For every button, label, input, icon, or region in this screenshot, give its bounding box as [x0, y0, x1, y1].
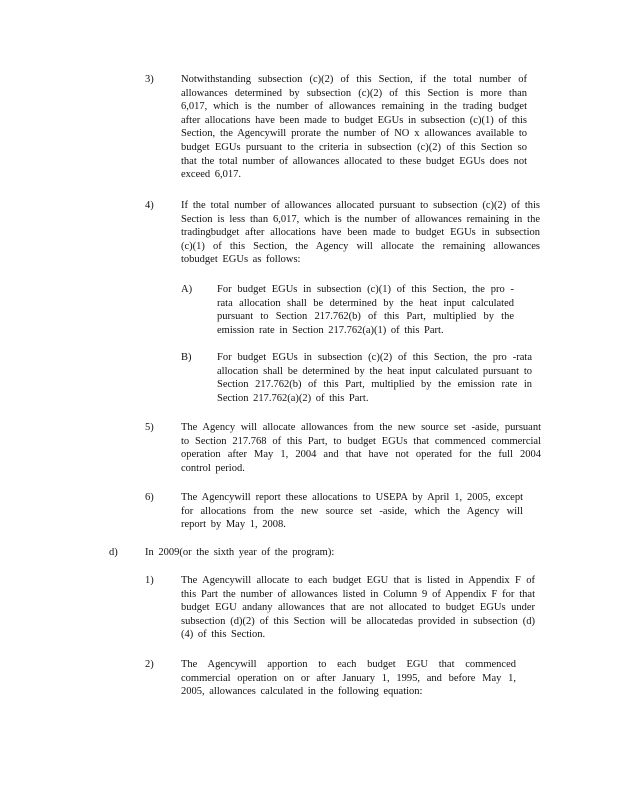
section-heading-d — [109, 546, 549, 562]
paragraph-item-d1 — [145, 574, 545, 646]
paragraph-text: Notwithstanding subsection (c)(2) of this Section, if the total number of allowances determined by subsection (c)(2) of this Section is more than 6,017, which is the number of allowances remaining in the trading budget after allocations have been made to budget EGUs in subsection (c)(1) of this Section, the Agencywill prorate the number of NO x allowances available to budget EGUs pursuant to the criteria in subsection (c)(2) of this Section so that the total number of allowances allocated to these budget EGUs does not exceed 6,017. — [181, 74, 527, 181]
paragraph-item-a — [181, 283, 541, 343]
item-marker: 3) — [145, 74, 154, 85]
paragraph-text: For budget EGUs in subsection (c)(2) of this Section, the pro -rata allocation shall be determined by the heat input calculated pursuant to Section 217.762(b) of this Part, multiplied by the emission rate in Section 217.762(a)(2) of this Part. — [217, 352, 532, 404]
item-marker: 1) — [145, 575, 154, 586]
paragraph-text: For budget EGUs in subsection (c)(1) of this Section, the pro -rata allocation shall be determined by the heat input calculated pursuant to Section 217.762(b) of this Part, multiplied by the emission rate in Section 217.762(a)(1) of this Part. — [217, 284, 514, 336]
paragraph-item-6 — [145, 491, 545, 537]
paragraph-text: The Agencywill allocate to each budget EGU that is listed in Appendix F of this Part the number of allowances listed in Column 9 of Appendix F for that budget EGU andany allowances that are not allocated to budget EGUs under subsection (d)(2) of this Section will be allocatedas provided in subsection (d)(4) of this Section. — [181, 575, 535, 641]
paragraph-text: In 2009(or the sixth year of the program): — [145, 547, 335, 558]
paragraph-item-d2 — [145, 658, 545, 704]
item-marker: 4) — [145, 200, 154, 211]
paragraph-text: The Agencywill report these allocations to USEPA by April 1, 2005, except for allocations from the new source set -aside, which the Agency will report by May 1, 2008. — [181, 492, 523, 531]
paragraph-text: If the total number of allowances allocated pursuant to subsection (c)(2) of this Section is less than 6,017, which is the number of allowances remaining in the tradingbudget after allocations have been made to budget EGUs in subsection (c)(1) of this Section, the Agency will allocate the remaining allowances tobudget EGUs as follows: — [181, 200, 540, 266]
item-marker: A) — [181, 284, 193, 295]
item-marker: 6) — [145, 492, 154, 503]
paragraph-item-4 — [145, 199, 545, 271]
item-marker: 5) — [145, 422, 154, 433]
item-marker: d) — [109, 547, 118, 558]
paragraph-text: The Agency will allocate allowances from the new source set -aside, pursuant to Section 217.768 of this Part, to budget EGUs that commenced commercial operation after May 1, 2004 and that have not operated for the full 2004 control period. — [181, 422, 541, 474]
item-marker: 2) — [145, 659, 154, 670]
paragraph-text: The Agencywill apportion to each budget EGU that commenced commercial operation on or after January 1, 1995, and before May 1, 2005, allowances calculated in the following equation: — [181, 659, 516, 698]
paragraph-item-3 — [145, 73, 545, 183]
paragraph-item-b — [181, 351, 541, 411]
paragraph-item-5 — [145, 421, 545, 481]
item-marker: B) — [181, 352, 192, 363]
